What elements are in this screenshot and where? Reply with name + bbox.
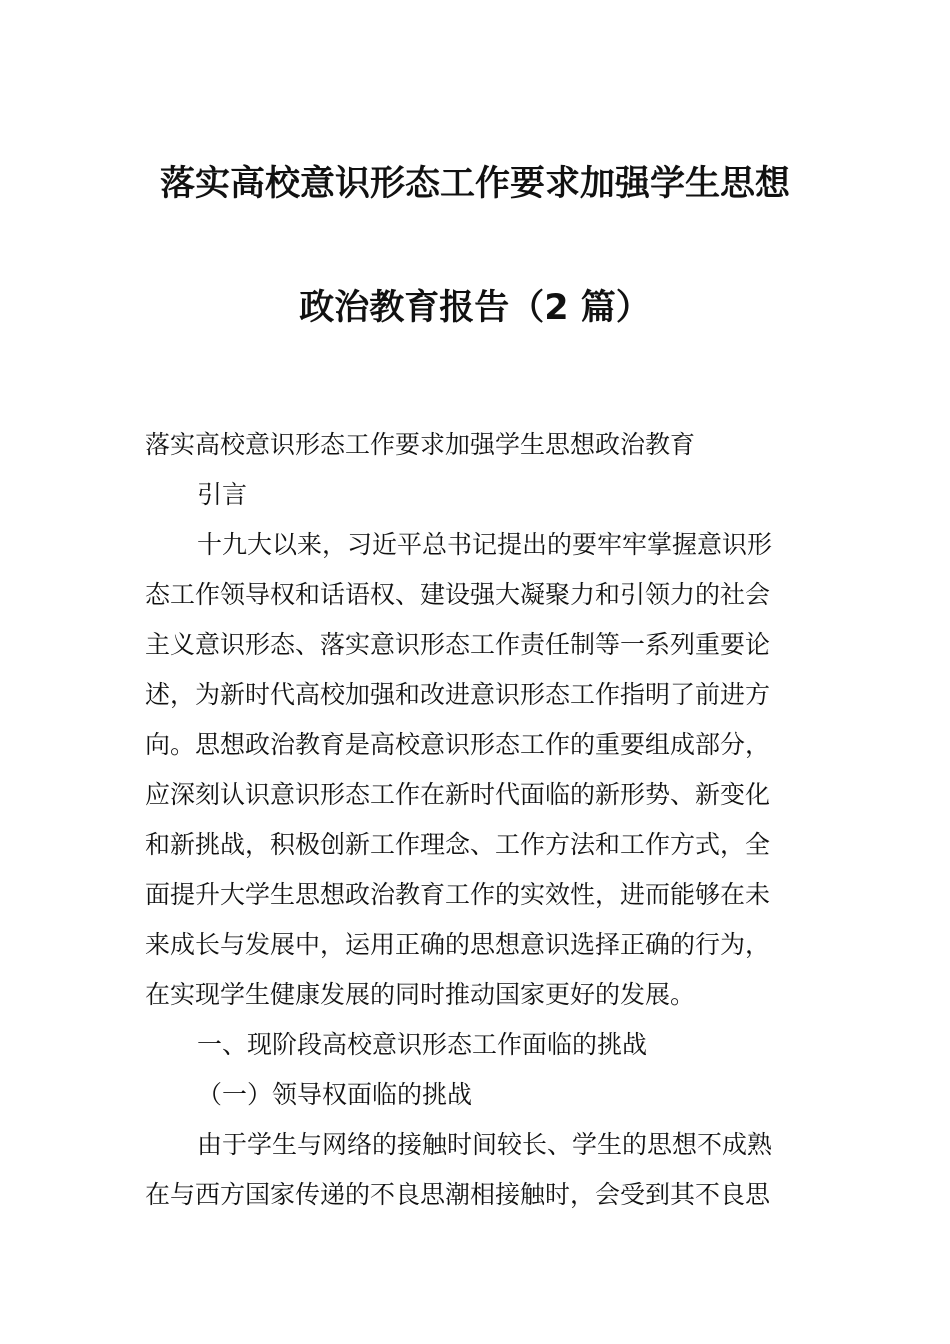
- body-line: 由于学生与网络的接触时间较长、学生的思想不成熟: [197, 1130, 773, 1159]
- body-line: 来成长与发展中，运用正确的思想意识选择正确的行为，: [145, 930, 771, 959]
- body-line: 态工作领导权和话语权、建设强大凝聚力和引领力的社会: [145, 580, 771, 609]
- document-body: [145, 420, 815, 1220]
- body-line: 向。思想政治教育是高校意识形态工作的重要组成部分，: [145, 730, 771, 759]
- body-line: 在实现学生健康发展的同时推动国家更好的发展。: [145, 980, 696, 1009]
- document-title-line-2: 政治教育报告（2 篇）: [299, 288, 651, 328]
- body-line: 在与西方国家传递的不良思潮相接触时，会受到其不良思: [145, 1180, 771, 1209]
- body-line: 十九大以来，习近平总书记提出的要牢牢掌握意识形: [197, 530, 773, 559]
- body-line: 述，为新时代高校加强和改进意识形态工作指明了前进方: [145, 680, 771, 709]
- subsection-heading: （一）领导权面临的挑战: [197, 1080, 473, 1109]
- body-line: 面提升大学生思想政治教育工作的实效性，进而能够在未: [145, 880, 771, 909]
- body-line: 落实高校意识形态工作要求加强学生思想政治教育: [145, 430, 696, 459]
- section-heading: 一、现阶段高校意识形态工作面临的挑战: [197, 1030, 648, 1059]
- body-line: 应深刻认识意识形态工作在新时代面临的新形势、新变化: [145, 780, 771, 809]
- body-line: 和新挑战，积极创新工作理念、工作方法和工作方式，全: [145, 830, 771, 859]
- body-line: 引言: [197, 480, 248, 509]
- body-line: 主义意识形态、落实意识形态工作责任制等一系列重要论: [145, 630, 771, 659]
- document-title-line-1: 落实高校意识形态工作要求加强学生思想: [159, 164, 790, 204]
